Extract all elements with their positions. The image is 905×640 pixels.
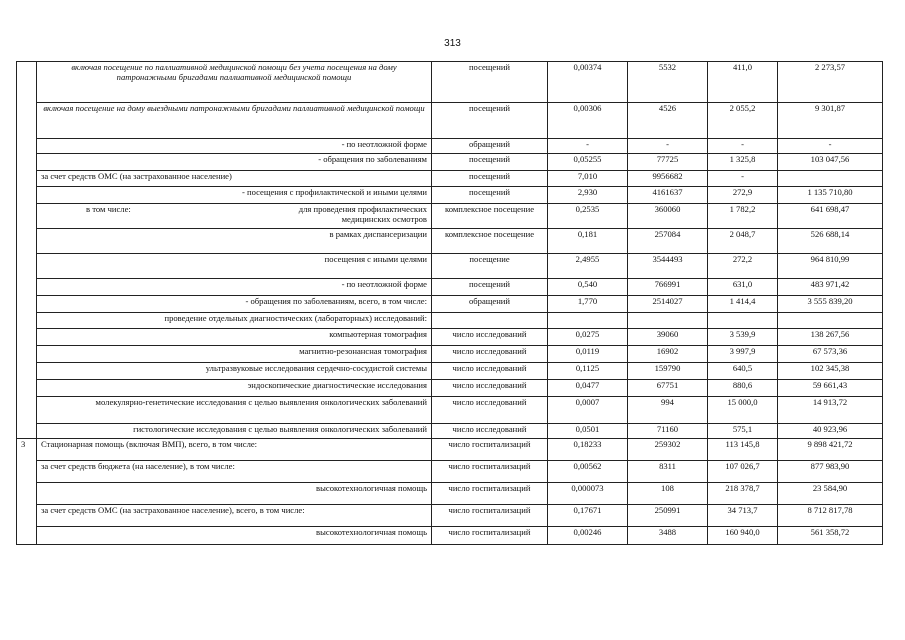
table-row xyxy=(17,313,883,329)
row-label: магнитно-резонансная томография xyxy=(37,346,432,363)
row-volume xyxy=(628,313,708,329)
table-row xyxy=(17,279,883,296)
row-label: за счет средств бюджета (на население), в том числе: xyxy=(37,461,432,483)
row-label: за счет средств ОМС (на застрахованное население) xyxy=(37,171,432,187)
row-total xyxy=(778,171,883,187)
row-unit: число госпитализаций xyxy=(432,461,548,483)
table-row xyxy=(17,483,883,505)
row-unit: обращений xyxy=(432,296,548,313)
row-label: высокотехнологичная помощь xyxy=(37,483,432,505)
row-total: 964 810,99 xyxy=(778,254,883,279)
row-total: 138 267,56 xyxy=(778,329,883,346)
row-total: 9 898 421,72 xyxy=(778,439,883,461)
row-cost: 640,5 xyxy=(708,363,778,380)
row-label: проведение отдельных диагностических (лабораторных) исследований: xyxy=(37,313,432,329)
row-unit: посещение xyxy=(432,254,548,279)
row-total: 526 688,14 xyxy=(778,229,883,254)
row-total: 59 661,43 xyxy=(778,380,883,397)
row-total: 561 358,72 xyxy=(778,527,883,545)
row-cost xyxy=(708,313,778,329)
row-norm: 0,540 xyxy=(548,279,628,296)
row-label: эндоскопические диагностические исследования xyxy=(37,380,432,397)
row-norm: 0,000073 xyxy=(548,483,628,505)
row-label: за счет средств ОМС (на застрахованное население), всего, в том числе: xyxy=(37,505,432,527)
table-row xyxy=(17,527,883,545)
table-row xyxy=(17,204,883,229)
row-norm: 0,00306 xyxy=(548,103,628,139)
row-norm: 0,0501 xyxy=(548,424,628,439)
table-row xyxy=(17,139,883,154)
row-norm: 1,770 xyxy=(548,296,628,313)
row-cost: 1 782,2 xyxy=(708,204,778,229)
page-number: 313 xyxy=(444,38,461,49)
row-cost: 2 048,7 xyxy=(708,229,778,254)
row-volume: 39060 xyxy=(628,329,708,346)
row-cost: - xyxy=(708,171,778,187)
table-row xyxy=(17,397,883,424)
row-unit: посещений xyxy=(432,103,548,139)
row-cost: 1 414,4 xyxy=(708,296,778,313)
row-volume: 8311 xyxy=(628,461,708,483)
row-unit: число исследований xyxy=(432,380,548,397)
row-unit: число исследований xyxy=(432,363,548,380)
table-row xyxy=(17,154,883,171)
row-volume: 3544493 xyxy=(628,254,708,279)
row-cost: 15 000,0 xyxy=(708,397,778,424)
row-cost: 880,6 xyxy=(708,380,778,397)
row-cost: 272,9 xyxy=(708,187,778,204)
row-unit: число госпитализаций xyxy=(432,439,548,461)
table-row xyxy=(17,363,883,380)
row-total: 1 135 710,80 xyxy=(778,187,883,204)
row-volume: 994 xyxy=(628,397,708,424)
row-norm: 2,930 xyxy=(548,187,628,204)
row-total: 40 923,96 xyxy=(778,424,883,439)
row-volume: 9956682 xyxy=(628,171,708,187)
row-volume: 2514027 xyxy=(628,296,708,313)
row-unit: посещений xyxy=(432,62,548,103)
row-total: 483 971,42 xyxy=(778,279,883,296)
row-label: - обращения по заболеваниям xyxy=(37,154,432,171)
row-volume: 159790 xyxy=(628,363,708,380)
row-total: 2 273,57 xyxy=(778,62,883,103)
row-volume: - xyxy=(628,139,708,154)
row-label xyxy=(37,204,432,229)
row-label: - обращения по заболеваниям, всего, в том числе: xyxy=(37,296,432,313)
row-cost: 160 940,0 xyxy=(708,527,778,545)
row-label: - по неотложной форме xyxy=(37,139,432,154)
row-label: высокотехнологичная помощь xyxy=(37,527,432,545)
row-unit: число исследований xyxy=(432,424,548,439)
row-cost: 34 713,7 xyxy=(708,505,778,527)
row-total: - xyxy=(778,139,883,154)
row-label: посещения с иными целями xyxy=(37,254,432,279)
row-total: 641 698,47 xyxy=(778,204,883,229)
row-norm xyxy=(548,313,628,329)
row-total: 67 573,36 xyxy=(778,346,883,363)
row-cost: 411,0 xyxy=(708,62,778,103)
row-total: 14 913,72 xyxy=(778,397,883,424)
table-row xyxy=(17,461,883,483)
table-row xyxy=(17,103,883,139)
row-norm: 0,00562 xyxy=(548,461,628,483)
row-unit: число исследований xyxy=(432,329,548,346)
row-norm: 0,2535 xyxy=(548,204,628,229)
row-label: Стационарная помощь (включая ВМП), всего, в том числе: xyxy=(37,439,432,461)
row-norm: 0,00374 xyxy=(548,62,628,103)
row-unit: комплексное посещение xyxy=(432,229,548,254)
table-row xyxy=(17,380,883,397)
row-label-left: в том числе: xyxy=(86,204,131,214)
table-row xyxy=(17,171,883,187)
row-unit: число исследований xyxy=(432,397,548,424)
row-volume: 71160 xyxy=(628,424,708,439)
row-unit: обращений xyxy=(432,139,548,154)
table-row xyxy=(17,229,883,254)
table-row xyxy=(17,346,883,363)
row-label: включая посещение по паллиативной медицинской помощи без учета посещения на дому патронажными бригадами паллиативной медицинской помощи xyxy=(37,62,432,103)
row-label: гистологические исследования с целью выявления онкологических заболеваний xyxy=(37,424,432,439)
row-total: 3 555 839,20 xyxy=(778,296,883,313)
row-label: ультразвуковые исследования сердечно-сосудистой системы xyxy=(37,363,432,380)
row-unit: число госпитализаций xyxy=(432,505,548,527)
table-row xyxy=(17,329,883,346)
row-norm: 7,010 xyxy=(548,171,628,187)
row-volume: 766991 xyxy=(628,279,708,296)
row-cost: - xyxy=(708,139,778,154)
row-volume: 4161637 xyxy=(628,187,708,204)
section-number: 3 xyxy=(17,439,37,545)
row-norm: 0,17671 xyxy=(548,505,628,527)
row-total xyxy=(778,313,883,329)
row-cost: 631,0 xyxy=(708,279,778,296)
row-norm: 0,00246 xyxy=(548,527,628,545)
row-volume: 77725 xyxy=(628,154,708,171)
budget-table xyxy=(16,61,883,545)
row-total: 23 584,90 xyxy=(778,483,883,505)
row-volume: 4526 xyxy=(628,103,708,139)
row-label: - посещения с профилактической и иными целями xyxy=(37,187,432,204)
row-volume: 250991 xyxy=(628,505,708,527)
table-row xyxy=(17,424,883,439)
row-unit: число госпитализаций xyxy=(432,527,548,545)
row-label: - по неотложной форме xyxy=(37,279,432,296)
section-cell-empty xyxy=(17,62,37,439)
row-cost: 3 997,9 xyxy=(708,346,778,363)
row-unit: число госпитализаций xyxy=(432,483,548,505)
row-total: 103 047,56 xyxy=(778,154,883,171)
table-row xyxy=(17,187,883,204)
row-unit: число исследований xyxy=(432,346,548,363)
row-cost: 2 055,2 xyxy=(708,103,778,139)
row-label-right: для проведения профилактических медицинских осмотров xyxy=(298,204,427,224)
row-total: 102 345,38 xyxy=(778,363,883,380)
row-unit: посещений xyxy=(432,279,548,296)
row-volume: 16902 xyxy=(628,346,708,363)
row-volume: 108 xyxy=(628,483,708,505)
row-cost: 3 539,9 xyxy=(708,329,778,346)
row-cost: 1 325,8 xyxy=(708,154,778,171)
table-row xyxy=(17,439,883,461)
row-unit xyxy=(432,313,548,329)
row-volume: 259302 xyxy=(628,439,708,461)
row-label: компьютерная томография xyxy=(37,329,432,346)
row-label: включая посещение на дому выездными патронажными бригадами паллиативной медицинской помощи xyxy=(37,103,432,139)
row-norm: 2,4955 xyxy=(548,254,628,279)
row-norm: 0,0477 xyxy=(548,380,628,397)
row-volume: 3488 xyxy=(628,527,708,545)
table-row xyxy=(17,296,883,313)
row-total: 8 712 817,78 xyxy=(778,505,883,527)
row-norm: 0,0007 xyxy=(548,397,628,424)
row-total: 9 301,87 xyxy=(778,103,883,139)
row-unit: посещений xyxy=(432,154,548,171)
row-unit: посещений xyxy=(432,171,548,187)
row-unit: комплексное посещение xyxy=(432,204,548,229)
row-cost: 272,2 xyxy=(708,254,778,279)
row-volume: 360060 xyxy=(628,204,708,229)
row-cost: 575,1 xyxy=(708,424,778,439)
row-label: в рамках диспансеризации xyxy=(37,229,432,254)
row-norm: 0,05255 xyxy=(548,154,628,171)
row-norm: 0,0275 xyxy=(548,329,628,346)
row-unit: посещений xyxy=(432,187,548,204)
row-norm: 0,181 xyxy=(548,229,628,254)
table-row xyxy=(17,505,883,527)
row-norm: 0,0119 xyxy=(548,346,628,363)
row-cost: 113 145,8 xyxy=(708,439,778,461)
row-total: 877 983,90 xyxy=(778,461,883,483)
table-row xyxy=(17,254,883,279)
row-volume: 257084 xyxy=(628,229,708,254)
row-cost: 107 026,7 xyxy=(708,461,778,483)
row-norm: - xyxy=(548,139,628,154)
row-volume: 5532 xyxy=(628,62,708,103)
row-label: молекулярно-генетические исследования с целью выявления онкологических заболеваний xyxy=(37,397,432,424)
row-norm: 0,1125 xyxy=(548,363,628,380)
row-norm: 0,18233 xyxy=(548,439,628,461)
row-cost: 218 378,7 xyxy=(708,483,778,505)
table-row xyxy=(17,62,883,103)
row-volume: 67751 xyxy=(628,380,708,397)
